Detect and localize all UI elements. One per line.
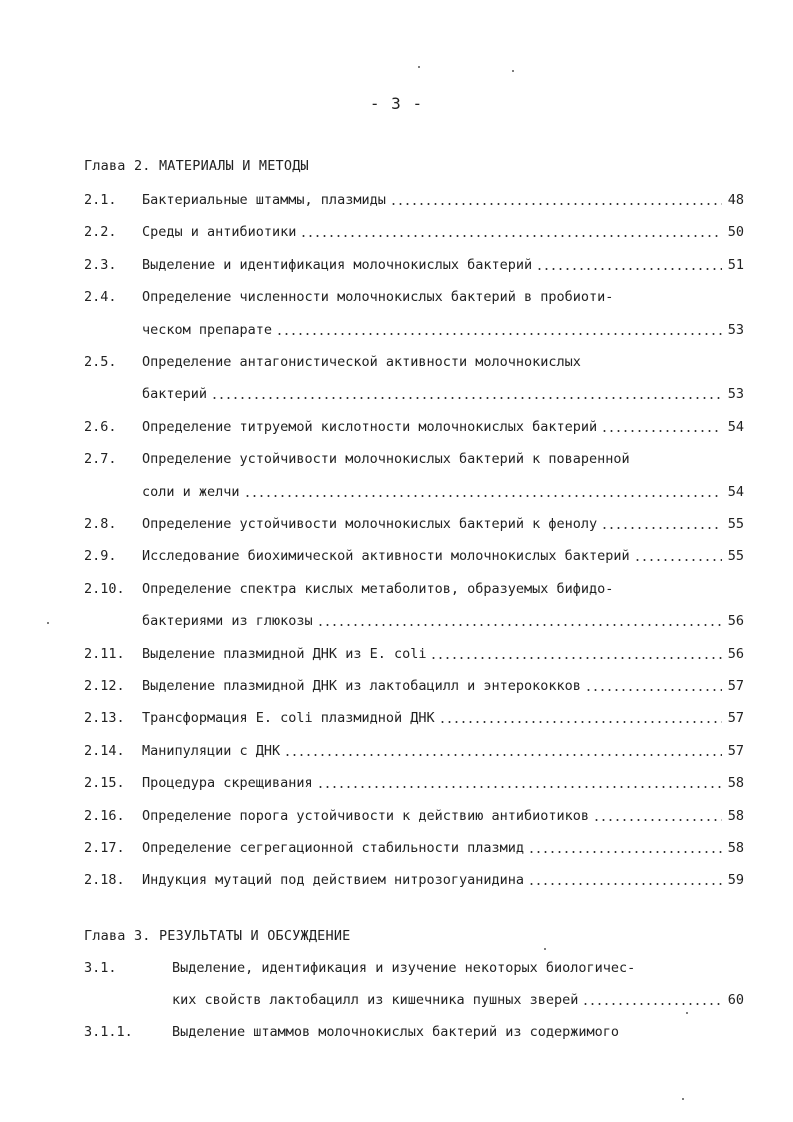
- toc-entry-line: [84, 417, 744, 437]
- toc-entry-number: 2.2.: [84, 224, 117, 241]
- toc-entry-line: [84, 644, 744, 664]
- dot-leader: [284, 754, 722, 756]
- toc-entry-title: соли и желчи: [142, 483, 240, 500]
- dot-leader: [390, 203, 722, 205]
- toc-entry-title: Выделение плазмидной ДНК из лактобацилл и энтерококков: [142, 678, 581, 694]
- toc-page-number: 57: [727, 742, 744, 759]
- toc-entry-number: 2.8.: [84, 516, 117, 532]
- chapter-3-heading: Глава 3. РЕЗУЛЬТАТЫ И ОБСУЖДЕНИЕ: [84, 928, 351, 944]
- toc-entry-line: [84, 806, 744, 826]
- dot-leader: [585, 689, 722, 691]
- toc-entry-number: 2.14.: [84, 742, 125, 759]
- dot-leader: [276, 333, 722, 335]
- dot-leader: [528, 883, 722, 885]
- toc-entry-title: Определение антагонистической активности молочнокислых: [142, 354, 581, 370]
- toc-entry-title: бактериями из глюкозы: [142, 613, 313, 630]
- toc-entry-line: [84, 482, 744, 502]
- scan-speck: [682, 1098, 684, 1100]
- toc-entry-title: ческом препарате: [142, 321, 273, 338]
- dot-leader: [582, 1003, 722, 1005]
- toc-entry-line: [84, 676, 744, 696]
- toc-page-number: 60: [727, 992, 744, 1008]
- dot-leader: [300, 235, 722, 237]
- toc-page-number: 55: [727, 516, 744, 532]
- chapter-2-heading: Глава 2. МАТЕРИАЛЫ И МЕТОДЫ: [84, 158, 309, 174]
- toc-entry-line: [84, 190, 744, 210]
- toc-entry-title: Бактериальные штаммы, плазмиды: [142, 192, 386, 208]
- toc-page-number: 58: [727, 775, 744, 792]
- toc-entry-title: Определение спектра кислых метаболитов, образуемых бифидо-: [142, 580, 614, 597]
- toc-page-number: 56: [727, 645, 744, 662]
- dot-leader: [317, 786, 722, 788]
- toc-entry-line: [84, 870, 744, 890]
- toc-page-number: 55: [727, 548, 744, 565]
- toc-entry-title: ких свойств лактобацилл из кишечника пушных зверей: [172, 992, 579, 1008]
- toc-entry-title: Индукция мутаций под действием нитрозогуанидина: [142, 872, 525, 889]
- toc-entry-line: [84, 611, 744, 631]
- toc-page-number: 57: [727, 710, 744, 727]
- toc-entry-title: Определение титруемой кислотности молочнокислых бактерий: [142, 418, 598, 435]
- toc-entry-number: 2.11.: [84, 645, 125, 662]
- toc-entry-number: 3.1.1.: [84, 1024, 133, 1040]
- toc-entry-line: [84, 579, 744, 599]
- dot-leader: [430, 657, 722, 659]
- dot-leader: [439, 721, 722, 723]
- toc-entry-title: Определение устойчивости молочнокислых бактерий к поваренной: [142, 451, 630, 468]
- toc-entry-number: 2.7.: [84, 451, 117, 468]
- toc-entry-number: 3.1.: [84, 960, 117, 976]
- toc-page-number: 57: [727, 678, 744, 694]
- dot-leader: [601, 527, 722, 529]
- toc-page-number: 51: [727, 256, 744, 273]
- toc-entry-number: 2.18.: [84, 872, 125, 889]
- toc-entry-title: Среды и антибиотики: [142, 224, 297, 241]
- toc-entry-title: Манипуляции с ДНК: [142, 742, 281, 759]
- toc-entry-title: Выделение и идентификация молочнокислых бактерий: [142, 256, 533, 273]
- toc-page-number: 56: [727, 613, 744, 630]
- toc-page-number: 54: [727, 418, 744, 435]
- toc-entry-title: Трансформация E. coli плазмидной ДНК: [142, 710, 435, 727]
- scan-speck: [686, 1012, 688, 1014]
- dot-leader: [536, 268, 722, 270]
- toc-entry-title: Определение устойчивости молочнокислых бактерий к фенолу: [142, 516, 598, 532]
- scan-speck: [512, 70, 514, 72]
- toc-entry-number: 2.6.: [84, 418, 117, 435]
- toc-page-number: 53: [727, 321, 744, 338]
- toc-page-number: 53: [727, 386, 744, 403]
- toc-entry-line: [84, 384, 744, 404]
- toc-entry-number: 2.9.: [84, 548, 117, 565]
- scan-speck: [418, 66, 420, 68]
- dot-leader: [593, 819, 722, 821]
- toc-entry-line: [84, 255, 744, 275]
- toc-entry-line: [84, 773, 744, 793]
- toc-entry-title: Процедура скрещивания: [142, 775, 313, 792]
- toc-entry-line: [84, 222, 744, 242]
- dot-leader: [601, 430, 722, 432]
- toc-entry-line: [84, 708, 744, 728]
- toc-entry-title: Определение сегрегационной стабильности плазмид: [142, 840, 525, 856]
- toc-entry-line: [84, 990, 744, 1010]
- toc-entry-title: Определение численности молочнокислых бактерий в пробиоти-: [142, 289, 614, 306]
- toc-entry-number: 2.5.: [84, 354, 117, 370]
- toc-entry-title: Выделение штаммов молочнокислых бактерий из содержимого: [172, 1024, 620, 1040]
- toc-entry-line: [84, 1022, 744, 1042]
- toc-entry-number: 2.10.: [84, 580, 125, 597]
- toc-entry-title: Исследование биохимической активности молочнокислых бактерий: [142, 548, 630, 565]
- dot-leader: [244, 495, 722, 497]
- dot-leader: [317, 624, 722, 626]
- toc-page-number: 54: [727, 483, 744, 500]
- toc-page-number: 58: [727, 807, 744, 824]
- toc-page-number: 50: [727, 224, 744, 241]
- toc-entry-number: 2.13.: [84, 710, 125, 727]
- toc-entry-line: [84, 449, 744, 469]
- toc-page-number: 59: [727, 872, 744, 889]
- page-number: - 3 -: [369, 94, 424, 113]
- toc-entry-title: Выделение, идентификация и изучение некоторых биологичес-: [172, 960, 636, 976]
- toc-entry-line: [84, 838, 744, 858]
- scan-speck: [47, 622, 49, 624]
- toc-entry-line: [84, 352, 744, 372]
- toc-entry-number: 2.1.: [84, 192, 117, 208]
- toc-entry-number: 2.4.: [84, 289, 117, 306]
- toc-entry-line: [84, 741, 744, 761]
- toc-entry-line: [84, 287, 744, 307]
- toc-entry-title: Выделение плазмидной ДНК из E. coli: [142, 645, 427, 662]
- toc-entry-number: 2.3.: [84, 256, 117, 273]
- toc-entry-number: 2.16.: [84, 807, 125, 824]
- toc-entry-line: [84, 320, 744, 340]
- dot-leader: [634, 559, 722, 561]
- toc-entry-line: [84, 546, 744, 566]
- toc-entry-number: 2.17.: [84, 840, 125, 856]
- toc-page-number: 48: [727, 192, 744, 208]
- toc-entry-number: 2.15.: [84, 775, 125, 792]
- toc-entry-number: 2.12.: [84, 678, 125, 694]
- toc-entry-line: [84, 958, 744, 978]
- toc-entry-line: [84, 514, 744, 534]
- scan-speck: [544, 948, 546, 950]
- toc-page-number: 58: [727, 840, 744, 856]
- dot-leader: [528, 851, 722, 853]
- toc-entry-title: бактерий: [142, 386, 208, 403]
- dot-leader: [211, 397, 722, 399]
- toc-entry-title: Определение порога устойчивости к действию антибиотиков: [142, 807, 590, 824]
